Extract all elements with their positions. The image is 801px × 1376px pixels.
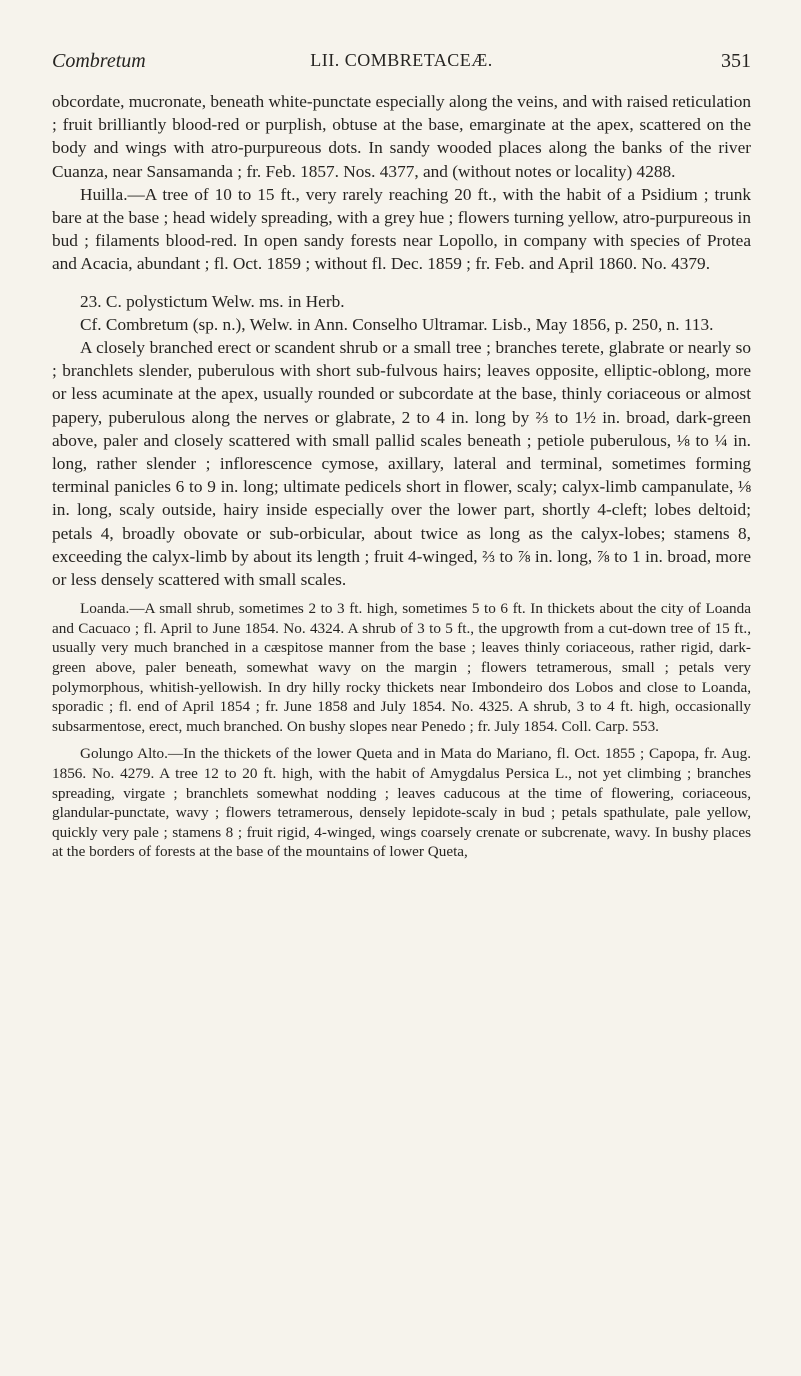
paragraph-golungo-alto: Golungo Alto.—In the thickets of the lower Queta and in Mata do Mariano, fl. Oct. 1855 ; Capopa, fr. Aug. 1856. No. 4279. A tree 12 to 20 ft. high, with the habit of Amygdalus Persica L., not yet climbing ; branches spreading, virgate ; branchlets somewhat nodding ; leaves caducous at the time of flowering, coriaceous, glandular-punctate, wavy ; flowers tetramerous, densely lepidote-scaly in bud ; petals spathulate, pale yellow, quickly very pale ; stamens 8 ; fruit rigid, 4-winged, wings coarsely crenate or subcrenate, wavy. In bushy places at the borders of forests at the base of the mountains of lower Queta, [52,745,751,861]
paragraph-continuation: obcordate, mucronate, beneath white-punctate especially along the veins, and with raised reticulation ; fruit brilliantly blood-red or purplish, obtuse at the base, emarginate at the apex, scattered on the body and wings with atro-purpureous dots. In sandy wooded places along the banks of the river Cuanza, near Sansamanda ; fr. Feb. 1857. Nos. 4377, and (without notes or locality) 4288. [52,92,751,181]
page-number: 351 [721,50,751,72]
species-heading: 23. C. polystictum Welw. ms. in Herb. [80,291,345,311]
paragraph-reference: Cf. Combretum (sp. n.), Welw. in Ann. Conselho Ultramar. Lisb., May 1856, p. 250, n. 113. [80,314,714,334]
paragraph-description: A closely branched erect or scandent shrub or a small tree ; branches terete, glabrate or nearly so ; branchlets slender, puberulous with short sub-fulvous hairs; leaves opposite, elliptic-oblong, more or less acuminate at the apex, usually rounded or subcordate at the base, thinly coriaceous or almost papery, puberulous along the nerves or glabrate, 2 to 4 in. long by ⅔ to 1½ in. broad, dark-green above, paler and closely scattered with small pallid scales beneath ; petiole puberulous, ⅛ to ¼ in. long, rather slender ; inflorescence cymose, axillary, lateral and terminal, sometimes forming terminal panicles 6 to 9 in. long; ultimate pedicels short in flower, scaly; calyx-limb campanulate, ⅛ in. long, scaly outside, hairy inside especially over the lower part, shortly 4-cleft; lobes deltoid; petals 4, broadly obovate or sub-orbicular, about twice as long as the calyx-lobes; stamens 8, exceeding the calyx-limb by about its length ; fruit 4-winged, ⅔ to ⅞ in. long, ⅞ to 1 in. broad, more or less densely scattered with small scales. [52,338,751,590]
page-body [52,90,751,862]
header-genus: Combretum [52,50,146,72]
header-section: LII. COMBRETACEÆ. [310,50,493,70]
paragraph-loanda: Loanda.—A small shrub, sometimes 2 to 3 ft. high, sometimes 5 to 6 ft. In thickets about the city of Loanda and Cacuaco ; fl. April to June 1854. No. 4324. A shrub of 3 to 5 ft., the upgrowth from a cut-down tree of 15 ft., usually very much branched in a cæspitose manner from the base ; leaves thinly coriaceous, rather rigid, dark-green above, paler beneath, somewhat wavy on the margin ; flowers tetramerous, small ; petals very polymorphous, whitish-yellowish. In dry hilly rocky thickets near Imbondeiro dos Lobos and close to Loanda, sporadic ; fl. end of April 1854 ; fr. June 1858 and July 1854. No. 4325. A shrub, 3 to 4 ft. high, occasionally subsarmentose, erect, much branched. On bushy slopes near Penedo ; fr. July 1854. Coll. Carp. 553. [52,600,751,735]
spacer [52,736,751,744]
spacer [52,591,751,599]
running-header [52,50,751,76]
paragraph-huilla: Huilla.—A tree of 10 to 15 ft., very rarely reaching 20 ft., with the habit of a Psidium ; trunk bare at the base ; head widely spreading, with a grey hue ; flowers turning yellow, atro-purpureous in bud ; filaments blood-red. In open sandy forests near Lopollo, in company with species of Protea and Acacia, abundant ; fl. Oct. 1859 ; without fl. Dec. 1859 ; fr. Feb. and April 1860. No. 4379. [52,184,751,274]
